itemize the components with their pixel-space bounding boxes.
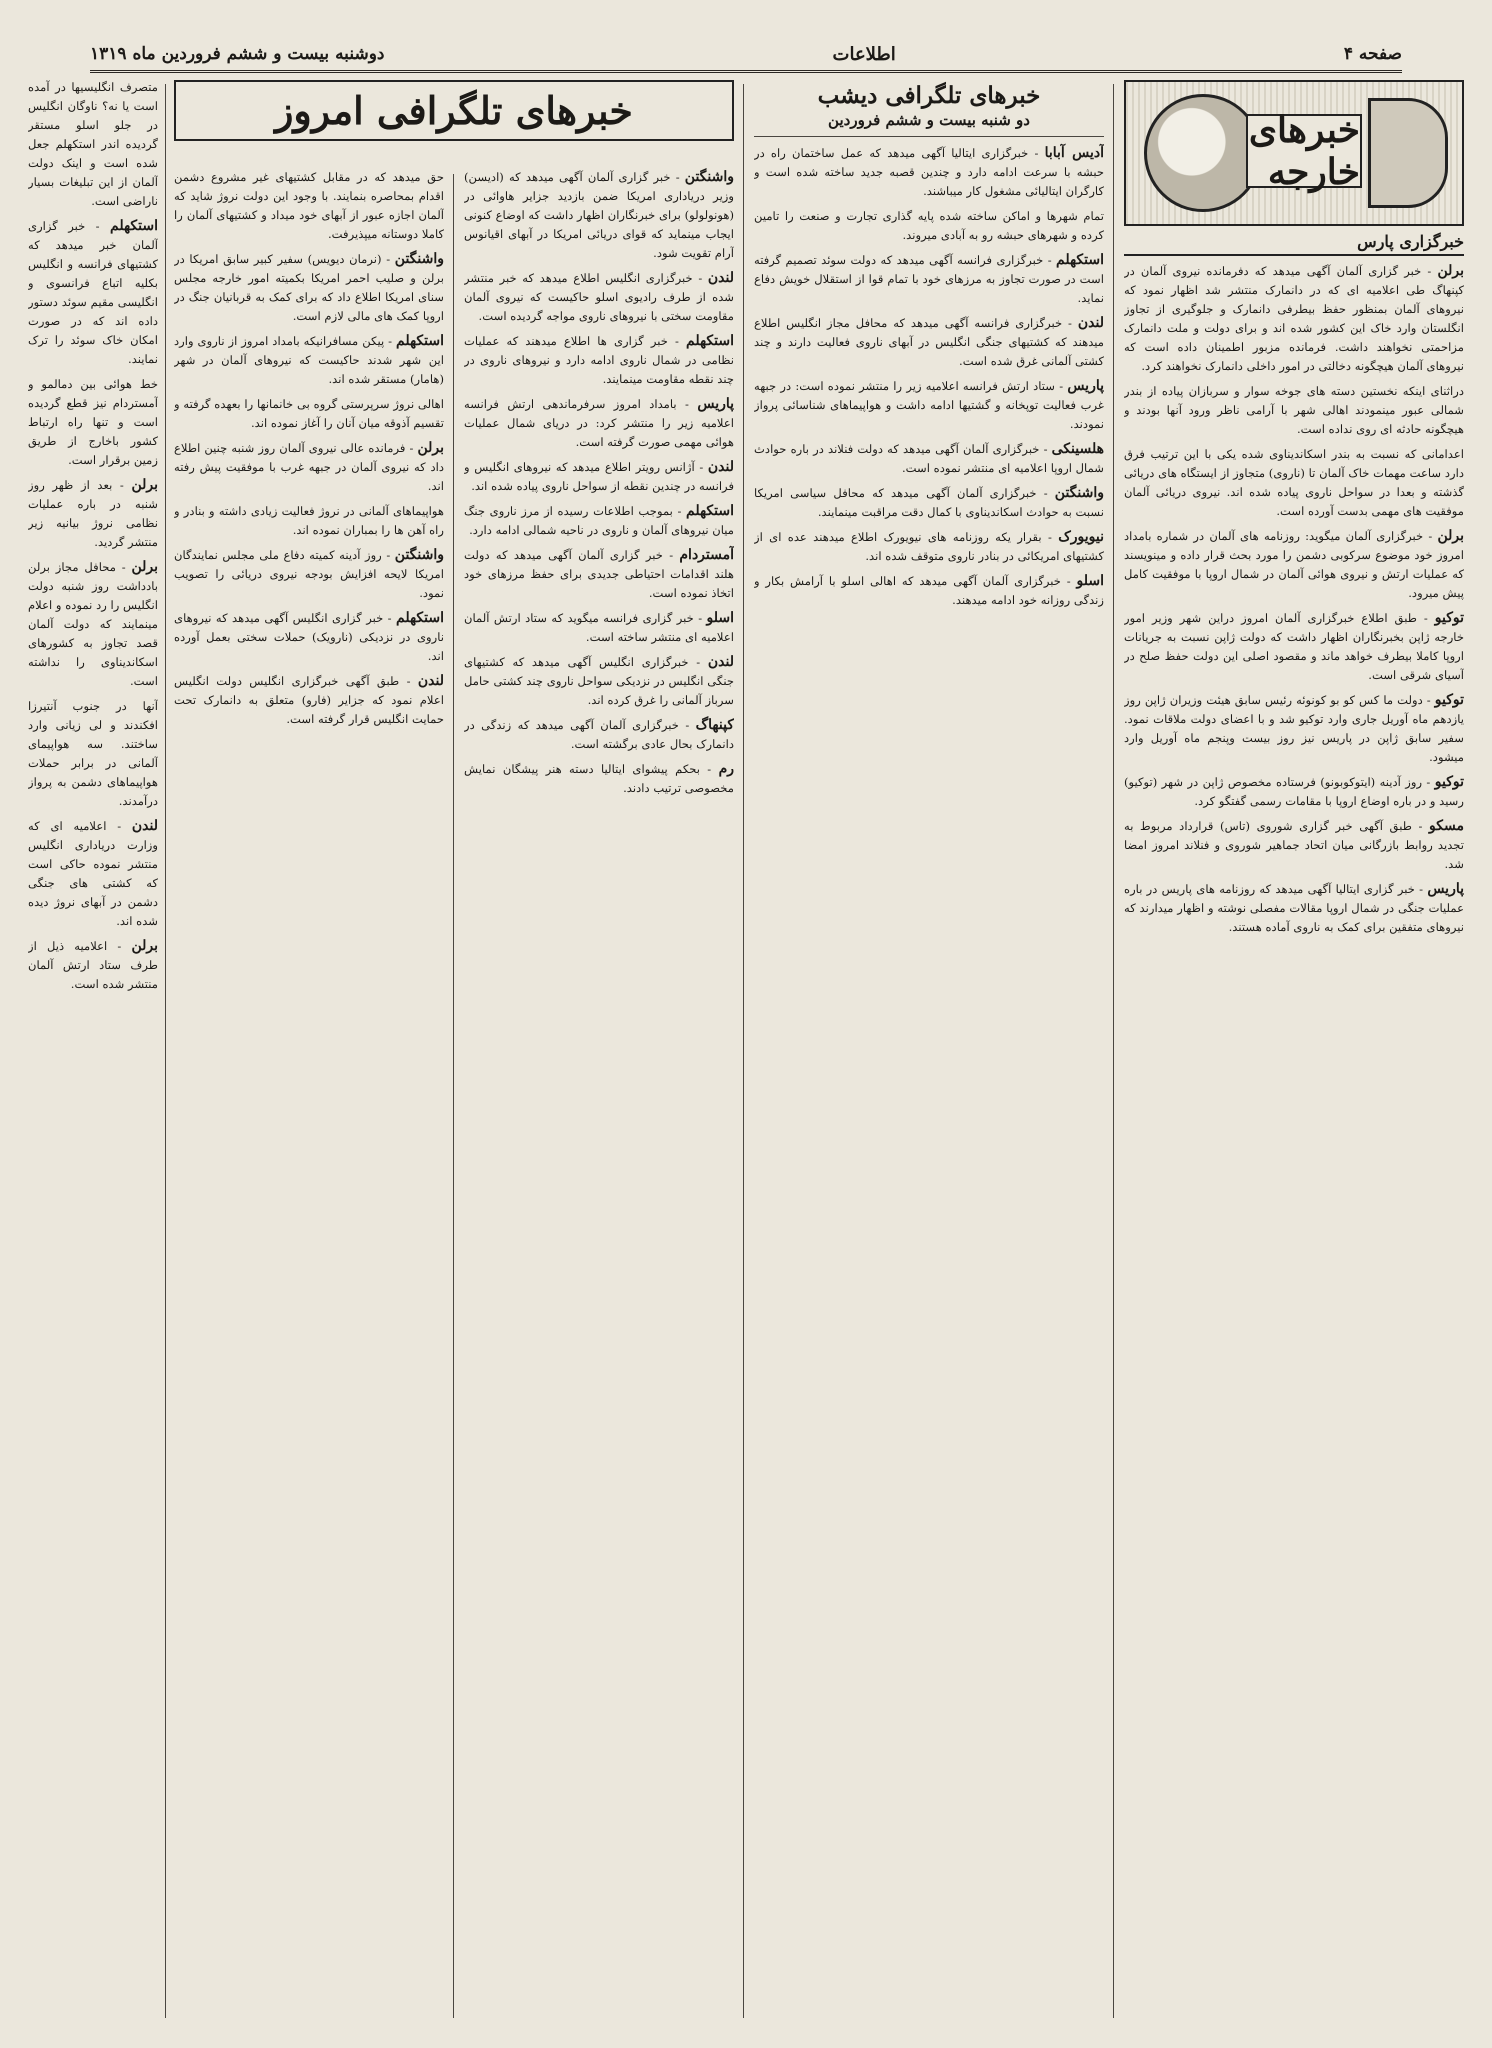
news-body: - بامداد امروز سرفرماندهی ارتش فرانسه اعلامیه زیر را منتشر کرد: در دریای شمال عملیات هوائی مهمی صورت گرفته است.: [464, 397, 734, 449]
news-item: [1124, 527, 1464, 603]
news-body: - خبرگزاری آلمان آگهی میدهد که اهالی اسلو با آرامش بکار و زندگی روزانه خود ادامه میدهند.: [754, 574, 1104, 607]
news-body: تمام شهرها و اماکن ساخته شده پایه گذاری تجارت و صنعت را تامین کرده و شهرهای حبشه رو به آبادی میروند.: [754, 209, 1104, 242]
dateline-city: پاریس: [697, 396, 734, 412]
news-item: [754, 207, 1104, 245]
foreign-news-banner: [1124, 80, 1464, 226]
news-item: [464, 168, 734, 263]
news-item: [1124, 773, 1464, 811]
dateline-city: آدیس آبابا: [1044, 145, 1104, 161]
news-item: [464, 502, 734, 540]
news-body: - خبرگزاری فرانسه آگهی میدهد که محافل مجاز انگلیس اطلاع میدهند که کشتیهای جنگی انگلیس در آبهای ناروی فعالیت دارند و چند کشتی آلمانی غرق شده است.: [754, 316, 1104, 368]
dateline-city: لندن: [417, 673, 444, 689]
news-item: [174, 250, 444, 326]
dateline-city: اسلو: [1076, 573, 1104, 589]
news-item: [28, 697, 158, 811]
dateline-city: هلسینکی: [1051, 441, 1104, 457]
column-rule: [743, 84, 744, 2018]
dateline-city: برلن: [1437, 528, 1464, 544]
news-body: - روز آدینه (ایتوکوبونو) فرستاده مخصوص ژاپن در شهر (توکیو) رسید و در باره اوضاع اروپا با مقامات رسمی گفتگو کرد.: [1124, 775, 1464, 808]
dateline-city: استکهلم: [396, 610, 444, 626]
news-body: - خبر گزاری فرانسه میگوید که ستاد ارتش آلمان اعلامیه ای منتشر ساخته است.: [464, 611, 734, 644]
news-body: - طبق اطلاع خبرگزاری آلمان امروز دراین شهر وزیر امور خارجه ژاپن بخبرنگاران اظهار داشت که دولت ژاپن نسبت به جریانات اروپا کاملا بیطرف خواهد ماند و مقصود اصلی این دولت حفظ صلح در آسیای شرقی است.: [1124, 611, 1464, 682]
news-body: - بموجب اطلاعات رسیده از مرز ناروی جنگ میان نیروهای آلمان و ناروی در ناحیه شمالی ادامه دارد.: [464, 504, 734, 537]
news-item: [174, 168, 444, 244]
news-body: خط هوائی بین دمالمو و آمستردام نیز قطع گردیده است و تنها راه ارتباط کشور باخارج از طریق زمین برقرار است.: [28, 377, 158, 467]
column-2-text: [754, 144, 1104, 610]
news-item: [174, 672, 444, 729]
news-body: - طبق آگهی خبرگزاری انگلیس دولت انگلیس اعلام نمود که جزایر (فارو) متعلق به دانمارک تحت حمایت انگلیس قرار گرفته است.: [174, 674, 444, 726]
column-5: [28, 78, 158, 2024]
dateline-city: کپنهاگ: [695, 717, 734, 733]
page-number: صفحه ۴: [1343, 44, 1402, 64]
news-body: دراثنای اینکه نخستین دسته های جوخه سوار و سربازان پیاده از بندر شمالی عبور مینمودند اهالی شهر با آرامی ناظر ورود آنها بودند و هیچگونه حادثه ای روی نداده است.: [1124, 384, 1464, 436]
issue-date: دوشنبه بیست و ششم فروردین ماه ۱۳۱۹: [90, 44, 385, 64]
news-item: [1124, 262, 1464, 376]
news-item: [464, 716, 734, 754]
news-item: [1124, 609, 1464, 685]
news-body: - روز آدینه کمیته دفاع ملی مجلس نمایندگان امریکا لایحه افزایش بودجه نیروی دریائی را تصویب نمود.: [174, 548, 444, 600]
column-4-text: [174, 168, 444, 729]
column-rule: [1113, 84, 1114, 2018]
news-item: [174, 395, 444, 433]
news-item: [754, 528, 1104, 566]
dateline-city: رم: [718, 761, 734, 777]
column-4: [174, 168, 444, 2024]
column-rule: [165, 84, 166, 2018]
dateline-city: مسکو: [1429, 818, 1464, 834]
dateline-city: توکیو: [1434, 774, 1464, 790]
news-body: - خبر گزاری انگلیس آگهی میدهد که نیروهای ناروی در نزدیکی (نارویک) حملات سختی بعمل آورده اند.: [174, 611, 444, 663]
news-body: - پیکن مسافرانیکه بامداد امروز از ناروی وارد این شهر شدند حاکیست که نیروهای آلمان در شهر (هامار) مستقر شده اند.: [174, 334, 444, 386]
last-night-headline: خبرهای تلگرافی دیشب: [817, 82, 1041, 109]
news-item: [28, 476, 158, 552]
news-body: - محافل مجاز برلن بادداشت روز شنبه دولت انگلیس را رد نموده و اعلام مینمایند که دولت آلمان قصد تجاوز به کشورهای اسکاندیناوی را نداشته است.: [28, 560, 158, 688]
news-item: [28, 558, 158, 691]
columns-area: [28, 78, 1464, 2024]
news-item: [174, 609, 444, 666]
column-1-text: [1124, 262, 1464, 937]
news-body: - خبر گزاری ها اطلاع میدهند که عملیات نظامی در شمال ناروی ادامه دارد و نیروهای ناروی در چند نقطه مقاومت مینمایند.: [464, 334, 734, 386]
dateline-city: برلن: [1437, 263, 1464, 279]
news-item: [28, 217, 158, 369]
dateline-city: واشنگتن: [684, 169, 734, 185]
news-body: - فرمانده عالی نیروی آلمان روز شنبه چنین اطلاع داد که نیروی آلمان در جبهه غرب با موفقیت پیش رفته اند.: [174, 441, 444, 493]
dateline-city: توکیو: [1434, 610, 1464, 626]
news-body: - اعلامیه ای که وزارت دریاداری انگلیس منتشر نموده حاکی است که کشتی های جنگی دشمن در آبهای نروژ دیده شده اند.: [28, 819, 158, 928]
dateline-city: توکیو: [1434, 692, 1464, 708]
dateline-city: پاریس: [1427, 881, 1464, 897]
news-item: [464, 546, 734, 603]
news-body: حق میدهد که در مقابل کشتیهای غیر مشروع دشمن اقدام بمحاصره بنمایند. با وجود این دولت نروژ شاید که آلمان اجازه عبور از آبهای خود میداد و کشتیهای آلمان را کاملا دوستانه میپذیرفت.: [174, 170, 444, 241]
column-3: [464, 168, 734, 2024]
news-body: متصرف انگلیسیها در آمده است یا نه؟ ناوگان انگلیس در جلو اسلو مستقر گردیده اندر استکهلم جعل شده است و اینک دولت آلمان از این تبلیغات بسیار ناراضی است.: [28, 80, 158, 208]
news-item: [1124, 382, 1464, 439]
news-item: [174, 439, 444, 496]
news-body: - خبر گزاری آلمان آگهی میدهد که دولت هلند اقدامات احتیاطی جدیدی برای حفظ مرزهای خود اتخاذ نموده است.: [464, 548, 734, 600]
today-headline-box: [174, 78, 734, 168]
news-item: [754, 484, 1104, 522]
dateline-city: پاریس: [1067, 378, 1104, 394]
dateline-city: اسلو: [706, 610, 734, 626]
dateline-city: لندن: [131, 818, 158, 834]
byline: خبرگزاری پارس: [1124, 232, 1464, 256]
dateline-city: استکهلم: [396, 333, 444, 349]
news-body: - خبرگزاری آلمان آگهی میدهد که محافل سیاسی امریکا نسبت به حوادث اسکاندیناوی با کمال دقت مراقبت مینمایند.: [754, 486, 1104, 519]
news-body: - (نرمان دیویس) سفیر کبیر سابق امریکا در برلن و صلیب احمر امریکا بکمیته امور خارجه مجلس سنای امریکا اطلاع داد که برای کمک به قربانیان جنگ در اروپا کمک های مالی لازم است.: [174, 252, 444, 323]
news-item: [174, 502, 444, 540]
dateline-city: استکهلم: [1056, 252, 1104, 268]
dateline-city: لندن: [707, 459, 734, 475]
dateline-city: برلن: [131, 559, 158, 575]
page-header-strip: [90, 38, 1402, 73]
dateline-city: آمستردام: [679, 547, 734, 563]
news-item: [28, 375, 158, 470]
news-item: [464, 760, 734, 798]
news-body: - خبرگزاری آلمان میگوید: روزنامه های آلمان در شماره بامداد امروز خود موضوع سرکوبی دشمن را مورد بحث قرار داده و مینویسند که عملیات ارتش و نیروی هوائی آلمان در شمال اروپا با موفقیت کامل پیش میرود.: [1124, 529, 1464, 600]
column-1: [1124, 78, 1464, 2024]
news-item: [754, 314, 1104, 371]
gramophone-horn-icon: [1368, 98, 1448, 208]
news-item: [464, 332, 734, 389]
news-item: [28, 817, 158, 931]
news-item: [754, 251, 1104, 308]
news-body: اعدامانی که نسبت به بندر اسکاندیناوی شده یکی با این ترتیب فرق دارد ساعت مهمات خاک آلمان تا (ناروی) متجاوز از ایستگاه های دریائی گذشته و بعدا در سواحل ناروی پیاده شده اند. نیروی دریائی آلمان موفقیت های مهمی بدست آورده است.: [1124, 447, 1464, 518]
news-item: [754, 144, 1104, 201]
news-body: - خبرگزاری انگلیس آگهی میدهد که کشتیهای جنگی انگلیس در نزدیکی سواحل ناروی چند کشتی حامل سرباز آلمانی را غرق کرده اند.: [464, 655, 734, 707]
news-body: - بقرار یکه روزنامه های نیویورک اطلاع میدهند عده ای از کشتیهای امریکائی در بنادر ناروی متوقف شده اند.: [754, 530, 1104, 563]
news-item: [464, 395, 734, 452]
dateline-city: لندن: [707, 270, 734, 286]
news-body: - خبرگزاری انگلیس اطلاع میدهد که خبر منتشر شده از طرف رادیوی اسلو حاکیست که نیروی آلمان مقاومت سختی با نیروهای ناروی مواجه گردیده است.: [464, 271, 734, 323]
column-3-text: [464, 168, 734, 798]
news-body: اهالی نروژ سرپرستی گروه بی خانمانها را بعهده گرفته و تقسیم آذوقه میان آنان را آغاز نموده اند.: [174, 397, 444, 430]
column-2: [754, 78, 1104, 2024]
news-body: - طبق آگهی خبر گزاری شوروی (تاس) قرارداد مربوط به تجدید روابط بازرگانی میان اتحاد جماهیر شوروی و فنلاند امروز امضا شد.: [1124, 819, 1464, 871]
today-headline: خبرهای تلگرافی امروز: [174, 80, 734, 141]
news-body: - خبرگزاری فرانسه آگهی میدهد که دولت سوئد تصمیم گرفته است در صورت تجاوز به مرزهای خود با تمام قوا از استقلال خویش دفاع نماید.: [754, 253, 1104, 305]
news-body: - خبرگزاری ایتالیا آگهی میدهد که عمل ساختمان راه در حبشه با سرعت ادامه دارد و چندین قصبه جدید ساخته شده است و کارگران ایتالیائی مشغول کار میباشند.: [754, 146, 1104, 198]
globe-icon: [1144, 94, 1262, 212]
news-body: - بعد از ظهر روز شنبه در باره عملیات نظامی نروژ بیانیه زیر منتشر گردید.: [28, 478, 158, 549]
section-date: دو شنبه بیست و ششم فروردین: [828, 111, 1030, 129]
news-body: - خبر گزاری ایتالیا آگهی میدهد که روزنامه های پاریس در باره عملیات جنگی در شمال اروپا مقالات مفصلی نوشته و اظهار میدارند که نیروهای متفقین برای کمک به ناروی آماده هستند.: [1124, 882, 1464, 934]
news-item: [754, 440, 1104, 478]
news-body: آنها در جنوب آنتیرزا افکندند و لی زیانی وارد ساختند. سه هواپیمای آلمانی در برابر حملات هواپیماهای دشمن به پرواز درآمدند.: [28, 699, 158, 808]
column-rule: [453, 174, 454, 2018]
news-body: - خبرگزاری آلمان آگهی میدهد که دولت فنلاند در باره حوادث شمال اروپا اعلامیه ای منتشر نموده است.: [754, 442, 1104, 475]
dateline-city: برلن: [417, 440, 444, 456]
news-item: [28, 937, 158, 994]
news-body: - دولت ما کس کو بو کونوئه رئیس سابق هیئت وزیران ژاپن روز یازدهم ماه آوریل جاری وارد توکیو شد و با اعضای دولت ملاقات نمود. سفیر سابق ژاپن در پاریس نیز روز بیست وپنجم ماه آوریل وارد میشود.: [1124, 693, 1464, 764]
news-body: - خبرگزاری آلمان آگهی میدهد که زندگی در دانمارک بحال عادی برگشته است.: [464, 718, 734, 751]
dateline-city: برلن: [131, 477, 158, 493]
dateline-city: لندن: [1077, 315, 1104, 331]
news-item: [1124, 880, 1464, 937]
news-body: - اعلامیه ذیل از طرف ستاد ارتش آلمان منتشر شده است.: [28, 939, 158, 991]
masthead-brand: اطلاعات: [832, 43, 896, 65]
news-body: - ستاد ارتش فرانسه اعلامیه زیر را منتشر نموده است: در جبهه غرب فعالیت توپخانه و گشتیها ادامه داشت و هواپیماهای شناسائی پرواز نمودند.: [754, 379, 1104, 431]
news-body: - خبر گزاری آلمان خبر میدهد که کشتیهای فرانسه و انگلیس بکلیه اتباع فرانسوی و انگلیسی مقیم سوئد دستور داده اند که در صورت امکان خاک سوئد را ترک نمایند.: [28, 219, 158, 366]
news-item: [464, 269, 734, 326]
news-item: [174, 332, 444, 389]
dateline-city: استکهلم: [686, 333, 734, 349]
dateline-city: لندن: [707, 654, 734, 670]
news-body: - خبر گزاری آلمان آگهی میدهد که (ادیسن) وزیر دریاداری امریکا ضمن بازدید جزایر هاوائی در (هونولولو) برای خبرنگاران اظهار داشت که اوضاع کنونی ایجاب مینماید که قوای دریائی امریکا در آبهای اقیانوس آرام تقویت شود.: [464, 170, 734, 260]
column-5-text: [28, 78, 158, 994]
dateline-city: استکهلم: [686, 503, 734, 519]
dateline-city: واشنگتن: [394, 547, 444, 563]
news-item: [754, 572, 1104, 610]
news-body: هواپیماهای آلمانی در نروژ فعالیت زیادی داشته و بنادر و راه آهن ها را بمباران نموده اند.: [174, 504, 444, 537]
news-item: [1124, 817, 1464, 874]
news-item: [464, 458, 734, 496]
news-item: [1124, 691, 1464, 767]
news-item: [28, 78, 158, 211]
news-body: - بحکم پیشوای ایتالیا دسته هنر پیشگان نمایش مخصوصی ترتیب دادند.: [464, 762, 734, 795]
news-item: [1124, 445, 1464, 521]
banner-title: خبرهای خارجه: [1246, 114, 1362, 188]
dateline-city: استکهلم: [110, 218, 158, 234]
dateline-city: واشنگتن: [1054, 485, 1104, 501]
dateline-city: نیویورک: [1058, 529, 1104, 545]
divider: [754, 136, 1104, 137]
dateline-city: برلن: [131, 938, 158, 954]
news-body: - خبر گزاری آلمان آگهی میدهد که دفرمانده نیروی آلمان در کپنهاگ طی اعلامیه ای که در دانمارک منتشر شد اظهار نمود که نیروهای آلمان بمنظور حفظ بیطرفی دانمارک و جلوگیری از تجاوز انگلستان وارد خاک این کشور شده اند و برای دولت و ملت دانمارک مزاحمتی نخواهند داشت. فرمانده مزبور اطمینان داده است که نیروهای آلمان هیچگونه دخالتی در امور داخلی دانمارک نخواهند کرد.: [1124, 264, 1464, 373]
news-body: - آژانس رویتر اطلاع میدهد که نیروهای انگلیس و فرانسه در چندین نقطه از سواحل ناروی پیاده شده اند.: [464, 460, 734, 493]
news-item: [174, 546, 444, 603]
news-item: [464, 653, 734, 710]
dateline-city: واشنگتن: [394, 251, 444, 267]
news-item: [754, 377, 1104, 434]
news-item: [464, 609, 734, 647]
